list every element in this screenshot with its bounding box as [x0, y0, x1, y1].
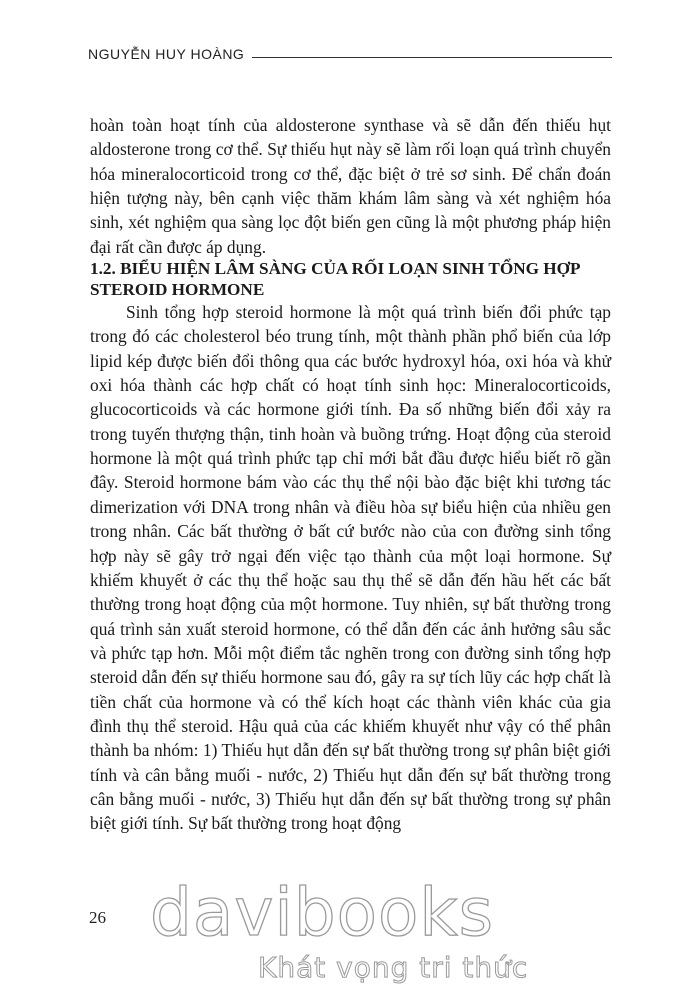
paragraph-continued: hoàn toàn hoạt tính của aldosterone synthase và sẽ dẫn đến thiếu hụt aldosterone trong cơ thể. Sự thiếu hụt này sẽ làm rối loạn quá trình chuyển hóa mineralocorticoid trong cơ thể, đặc biệt ở trẻ sơ sinh. Để chẩn đoán hiện tượng này, bên cạnh việc thăm khám lâm sàng và xét nghiệm hóa sinh, xét nghiệm qua sàng lọc đột biến gen cũng là một phương pháp hiện đại rất cần được áp dụng. — [90, 115, 611, 257]
paragraph-body: Sinh tổng hợp steroid hormone là một quá trình biến đổi phức tạp trong đó các cholesterol béo trung tính, một thành phần phổ biến của lớp lipid kép được biến đổi thông qua các bước hydroxyl hóa, oxi hóa và khử oxi hóa thành các hợp chất có hoạt tính sinh học: Mineralocorticoids, glucocorticoids và các hormone giới tính. Đa số những biến đổi xảy ra trong tuyến thượng thận, tinh hoàn và buồng trứng. Hoạt động của steroid hormone là một quá trình phức tạp chỉ mới bắt đầu được hiểu biết rõ gần đây. Steroid hormone bám vào các thụ thể nội bào đặc biệt khi tương tác dimerization với DNA trong nhân và điều hòa sự biểu hiện của nhiều gen trong nhân. Các bất thường ở bất cứ bước nào của con đường sinh tổng hợp này sẽ gây trở ngại đến việc tạo thành của một loại hormone. Sự khiếm khuyết ở các thụ thể hoặc sau thụ thể sẽ dẫn đến hầu hết các bất thường trong hoạt động của một hormone. Tuy nhiên, sự bất thường trong quá trình sản xuất steroid hormone, có thể dẫn đến các ảnh hưởng sâu sắc và phức tạp hơn. Mỗi một điểm tắc nghẽn trong con đường sinh tổng hợp steroid dẫn đến sự thiếu hormone sau đó, gây ra sự tích lũy các hợp chất là tiền chất của hormone và có thể kích hoạt các thành viên khác của gia đình thụ thể steroid. Hậu quả của các khiếm khuyết như vậy có thể phân thành ba nhóm: 1) Thiếu hụt dẫn đến sự bất thường trong sự phân biệt giới tính và cân bằng muối - nước, 2) Thiếu hụt dẫn đến sự bất thường trong cân bằng muối - nước, 3) Thiếu hụt dẫn đến sự bất thường trong sự phân biệt giới tính. Sự bất thường trong hoạt động — [90, 302, 611, 834]
header-author: NGUYỄN HUY HOÀNG — [88, 46, 245, 62]
page-content — [90, 113, 611, 836]
header-rule — [252, 57, 612, 58]
watermark-brand: davibooks — [150, 874, 494, 951]
watermark-slogan: Khát vọng tri thức — [258, 951, 529, 984]
page-number: 26 — [89, 908, 106, 927]
section-heading: 1.2. BIỂU HIỆN LÂM SÀNG CỦA RỐI LOẠN SINH TỔNG HỢP STEROID HORMONE — [90, 259, 580, 299]
running-header — [88, 46, 612, 62]
